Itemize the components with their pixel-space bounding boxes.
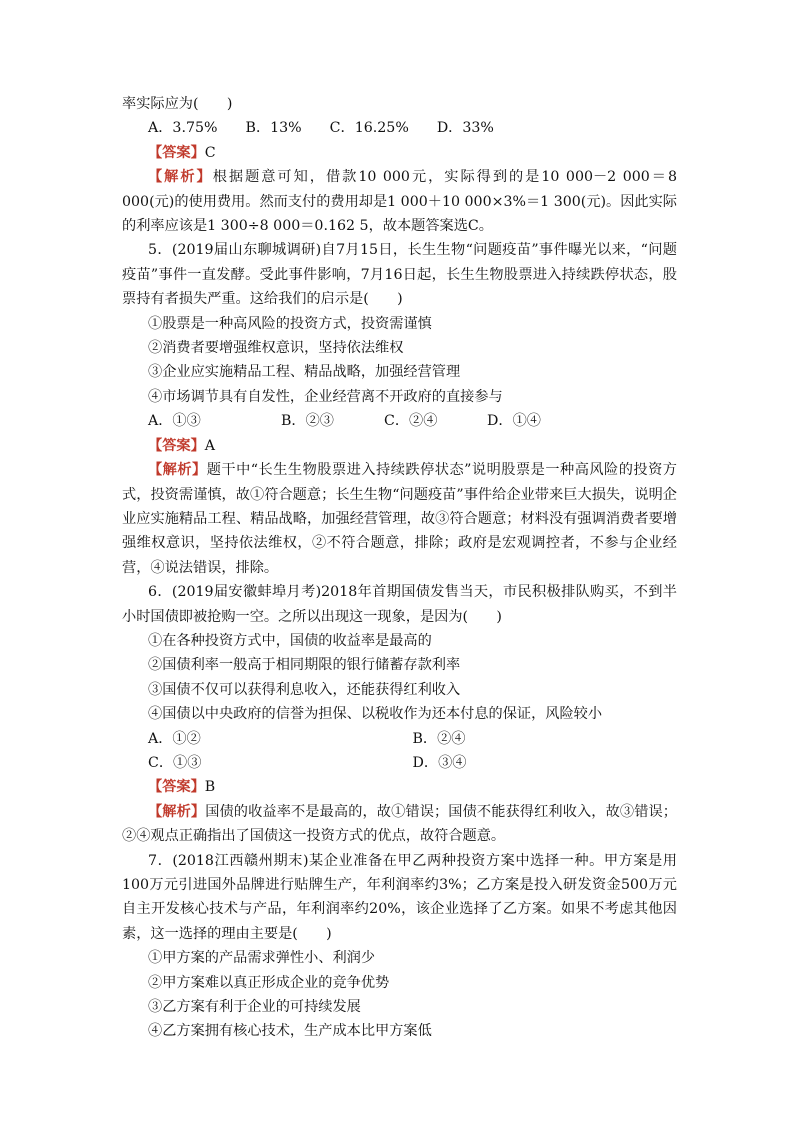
q6-options-row-2 xyxy=(122,751,677,775)
q4-options xyxy=(122,116,677,140)
q6-option-b: B．②④ xyxy=(412,730,466,747)
q6-analysis-text: 国债的收益率不是最高的，故①错误；国债不能获得红利收入，故③错误；②④观点正确指出了国债这一投资方式的优点，故符合题意。 xyxy=(122,803,677,845)
q6-answer-value: B xyxy=(204,779,216,796)
q6-answer xyxy=(122,775,677,799)
q4-analysis xyxy=(122,165,677,238)
q5-option-c: C．②④ xyxy=(384,413,438,430)
q5-analysis xyxy=(122,458,677,580)
q5-item-4: ④市场调节具有自发性，企业经营离不开政府的直接参与 xyxy=(148,388,503,405)
question-content xyxy=(122,92,677,1044)
answer-tag: 【答案】 xyxy=(148,779,205,796)
q5-option-d: D．①④ xyxy=(487,413,541,430)
q4-answer-value: C xyxy=(204,144,216,161)
q6-stem: 6．(2019届安徽蚌埠月考)2018年首期国债发售当天，市民积极排队购买，不到半小时国债即被抢购一空。之所以出现这一现象，是因为( ) xyxy=(122,584,677,625)
q5-answer xyxy=(122,434,677,458)
q5-item-3: ③企业应实施精品工程、精品战略，加强经营管理 xyxy=(148,364,461,381)
q7-item-2: ②甲方案难以真正形成企业的竞争优势 xyxy=(148,974,390,991)
q7-stem: 7．(2018江西赣州期末)某企业准备在甲乙两种投资方案中选择一种。甲方案是用100万元引进国外品牌进行贴牌生产，年利润率约3%；乙方案是投入研发资金500万元自主开发核心技术与产品，年利润率约20%，该企业选择了乙方案。如果不考虑其他因素，这一选择的理由主要是( ) xyxy=(122,852,677,942)
q5-item-2: ②消费者要增强维权意识，坚持依法维权 xyxy=(148,340,404,357)
analysis-tag: 【解析】 xyxy=(148,169,213,186)
q4-option-c: C．16.25% xyxy=(329,120,409,137)
q6-options-row-1 xyxy=(122,727,677,751)
analysis-tag: 【解析】 xyxy=(148,462,207,479)
q4-stem-tail: 率实际应为( ) xyxy=(122,96,233,112)
q5-stem: 5．(2019届山东聊城调研)自7月15日，长生生物“问题疫苗”事件曝光以来，“问题疫苗”事件一直发酵。受此事件影响，7月16日起，长生生物股票进入持续跌停状态，股票持有者损失严重。这给我们的启示是( ) xyxy=(122,242,677,308)
q5-option-b: B．②③ xyxy=(281,413,334,430)
q5-analysis-text: 题干中“长生生物股票进入持续跌停状态”说明股票是一种高风险的投资方式，投资需谨慎，故①符合题意；长生生物“问题疫苗”事件给企业带来巨大损失，说明企业应实施精品工程、精品战略，加强经营管理，故③符合题意；材料没有强调消费者要增强维权意识，坚持依法维权，②不符合题意，排除；政府是宏观调控者，不参与企业经营，④说法错误，排除。 xyxy=(122,462,677,576)
q6-item-4: ④国债以中央政府的信誉为担保、以税收作为还本付息的保证，风险较小 xyxy=(148,706,603,723)
q5-item-1: ①股票是一种高风险的投资方式，投资需谨慎 xyxy=(148,315,432,332)
q5-option-a: A．①③ xyxy=(148,413,201,430)
answer-tag: 【答案】 xyxy=(148,437,205,454)
q7-item-3: ③乙方案有利于企业的可持续发展 xyxy=(148,999,361,1016)
q6-option-a: A．①② xyxy=(148,730,201,747)
analysis-tag: 【解析】 xyxy=(148,803,206,820)
q6-analysis xyxy=(122,800,677,849)
q4-answer xyxy=(122,141,677,165)
q6-item-1: ①在各种投资方式中，国债的收益率是最高的 xyxy=(148,632,432,649)
q4-option-b: B．13% xyxy=(245,120,302,137)
q6-item-3: ③国债不仅可以获得利息收入，还能获得红利收入 xyxy=(148,681,461,698)
q4-option-d: D．33% xyxy=(436,120,494,137)
q6-item-2: ②国债利率一般高于相同期限的银行储蓄存款利率 xyxy=(148,657,461,674)
q4-option-a: A．3.75% xyxy=(148,120,218,137)
q7-item-1: ①甲方案的产品需求弹性小、利润少 xyxy=(148,950,376,967)
q4-analysis-text: 根据题意可知，借款10 000元，实际得到的是10 000－2 000＝8 000(元)的使用费用。然而支付的费用却是1 000＋10 000×3%＝1 300(元)。因此实际的利率应该是1 300÷8 000＝0.162 5，故本题答案选C。 xyxy=(122,169,677,235)
answer-tag: 【答案】 xyxy=(148,144,205,161)
q6-option-c: C．①③ xyxy=(148,754,202,771)
q5-options xyxy=(122,409,677,433)
q7-item-4: ④乙方案拥有核心技术，生产成本比甲方案低 xyxy=(148,1023,432,1040)
q5-answer-value: A xyxy=(204,437,216,454)
q6-option-d: D．③④ xyxy=(412,754,467,771)
